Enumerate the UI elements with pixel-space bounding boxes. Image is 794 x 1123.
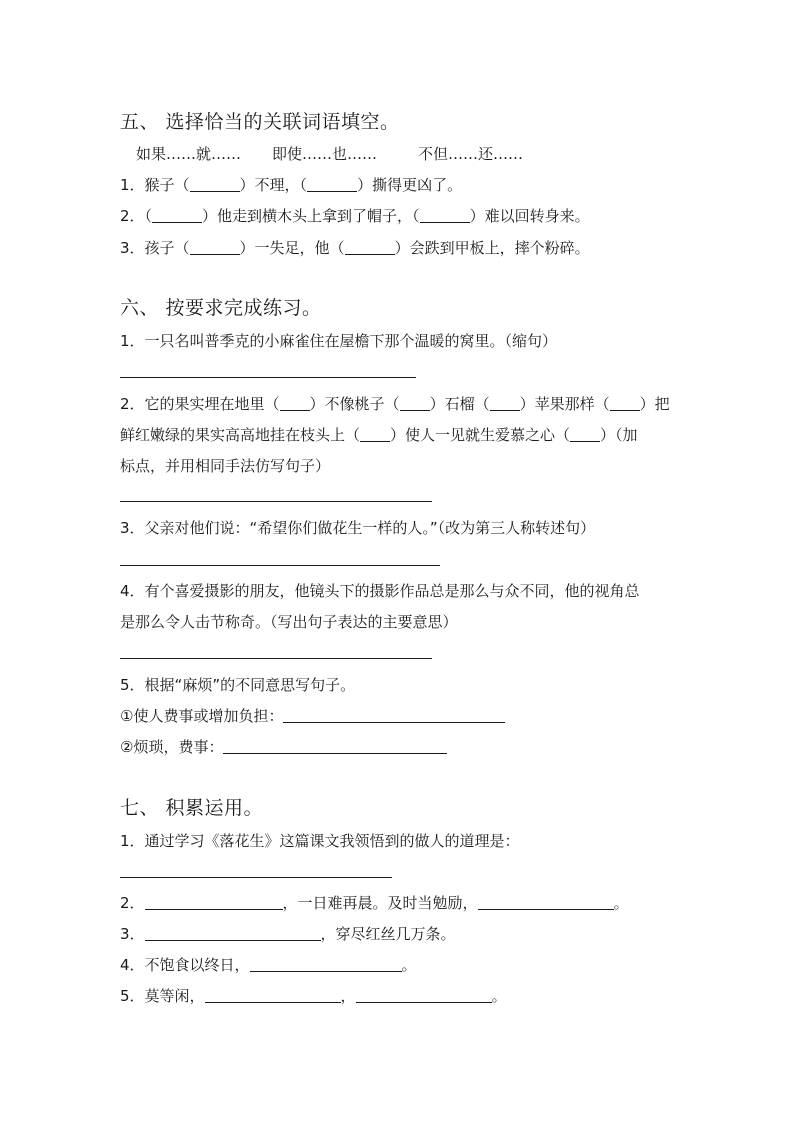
s5-question-2 (120, 206, 590, 226)
s6-question-2-line-3: 标点，并用相同手法仿写句子） (120, 457, 331, 475)
s5-q2-text-c: ）难以回转身来。 (469, 207, 590, 225)
s5-q1-blank-2[interactable] (307, 177, 357, 192)
s7-question-4 (120, 955, 417, 975)
s6-q2-text-8: ）（加 (600, 426, 638, 444)
s6-q5a-text: ①使人费事或增加负担： (120, 707, 284, 725)
s5-q2-blank-2[interactable] (420, 208, 470, 223)
s5-q3-text-b: ）一失足，他（ (239, 239, 345, 257)
s7-q4-start: 4．不饱食以终日， (120, 956, 250, 974)
s6-q4-answer-line[interactable] (120, 658, 432, 659)
s5-q1-blank-1[interactable] (190, 177, 240, 192)
s6-q2-text-7: ）使人一见就生爱慕之心（ (390, 426, 571, 444)
s6-q2-blank-5[interactable] (360, 427, 390, 442)
s7-q2-end: 。 (613, 894, 629, 912)
s6-question-2-line-2 (120, 425, 638, 445)
s5-q1-text-b: ）不理，（ (239, 176, 308, 194)
s6-q2-blank-3[interactable] (490, 396, 520, 411)
s6-q1-answer-line[interactable] (120, 377, 416, 378)
s5-q3-text-a: 3．孩子（ (120, 239, 190, 257)
s7-question-3 (120, 924, 456, 944)
s7-q4-end: 。 (401, 956, 417, 974)
s6-q3-answer-line[interactable] (120, 565, 440, 566)
s7-q4-blank[interactable] (250, 957, 402, 972)
s6-q2-text-2: ）不像桃子（ (309, 395, 400, 413)
s7-question-5 (120, 986, 507, 1006)
s7-q5-start: 5．莫等闲， (120, 987, 205, 1005)
s7-question-1: 1．通过学习《落花生》这篇课文我领悟到的做人的道理是： (120, 832, 520, 850)
s5-question-1 (120, 175, 462, 195)
s5-q1-text-a: 1．猴子（ (120, 176, 190, 194)
s6-q2-text-1: 2．它的果实埋在地里（ (120, 395, 280, 413)
s6-question-2-line-1 (120, 394, 670, 414)
s5-q3-text-c: ）会跌到甲板上，摔个粉碎。 (394, 239, 590, 257)
s6-q2-blank-4[interactable] (610, 396, 640, 411)
s7-question-2 (120, 893, 629, 913)
s6-q2-blank-1[interactable] (280, 396, 310, 411)
s5-q3-blank-1[interactable] (190, 240, 240, 255)
s7-q3-num: 3． (120, 925, 145, 943)
s5-q2-text-a: 2．（ (120, 207, 153, 225)
s6-question-5-title: 5．根据“麻烦”的不同意思写句子。 (120, 676, 356, 694)
s6-question-4-line-1: 4．有个喜爱摄影的朋友，他镜头下的摄影作品总是那么与众不同，他的视角总 (120, 582, 640, 600)
s7-q1-answer-line[interactable] (120, 877, 392, 878)
s6-q2-blank-6[interactable] (570, 427, 600, 442)
s6-q2-text-5: ）把 (639, 395, 670, 413)
s6-q2-text-6: 鲜红嫩绿的果实高高地挂在枝头上（ (120, 426, 361, 444)
conjunction-option-1: 如果……就…… (136, 145, 242, 163)
s5-q2-text-b: ）他走到横木头上拿到了帽子，（ (202, 207, 420, 225)
s7-q2-mid: ，一日难再晨。及时当勉励， (282, 894, 478, 912)
s6-q2-blank-2[interactable] (400, 396, 430, 411)
s6-q2-text-4: ）苹果那样（ (519, 395, 610, 413)
s7-q5-blank-1[interactable] (205, 988, 341, 1003)
s6-question-5a (120, 706, 505, 726)
conjunction-option-3: 不但……还…… (418, 145, 524, 163)
s6-q5b-text: ②烦琐，费事： (120, 738, 224, 756)
s7-q2-num: 2． (120, 894, 145, 912)
s7-q3-end: ，穿尽红丝几万条。 (320, 925, 456, 943)
s6-question-4-line-2: 是那么令人击节称奇。（写出句子表达的主要意思） (120, 613, 458, 631)
s7-q2-blank-2[interactable] (478, 895, 614, 910)
s6-question-5b (120, 737, 447, 757)
section-6-title: 六、 按要求完成练习。 (120, 297, 322, 319)
s7-q3-blank[interactable] (145, 926, 321, 941)
s7-q2-blank-1[interactable] (145, 895, 283, 910)
section-7-title: 七、 积累运用。 (120, 797, 264, 819)
s6-q5a-answer-blank[interactable] (283, 708, 505, 723)
s7-q5-mid: ， (340, 987, 356, 1005)
s7-q5-blank-2[interactable] (356, 988, 492, 1003)
s6-question-3: 3．父亲对他们说：“希望你们做花生一样的人。”（改为第三人称转述句） (120, 519, 596, 537)
s5-question-3 (120, 238, 590, 258)
s5-q2-blank-1[interactable] (152, 208, 202, 223)
section-5-title: 五、 选择恰当的关联词语填空。 (120, 111, 400, 133)
s6-q2-text-3: ）石榴（ (429, 395, 490, 413)
s6-question-1: 1．一只名叫普季克的小麻雀住在屋檐下那个温暖的窝里。（缩句） (120, 332, 558, 350)
conjunction-option-2: 即使……也…… (272, 145, 378, 163)
s6-q2-answer-line[interactable] (120, 501, 432, 502)
s7-q5-end: 。 (491, 987, 507, 1005)
s5-q1-text-c: ）撕得更凶了。 (357, 176, 463, 194)
s5-q3-blank-2[interactable] (345, 240, 395, 255)
s6-q5b-answer-blank[interactable] (223, 739, 447, 754)
